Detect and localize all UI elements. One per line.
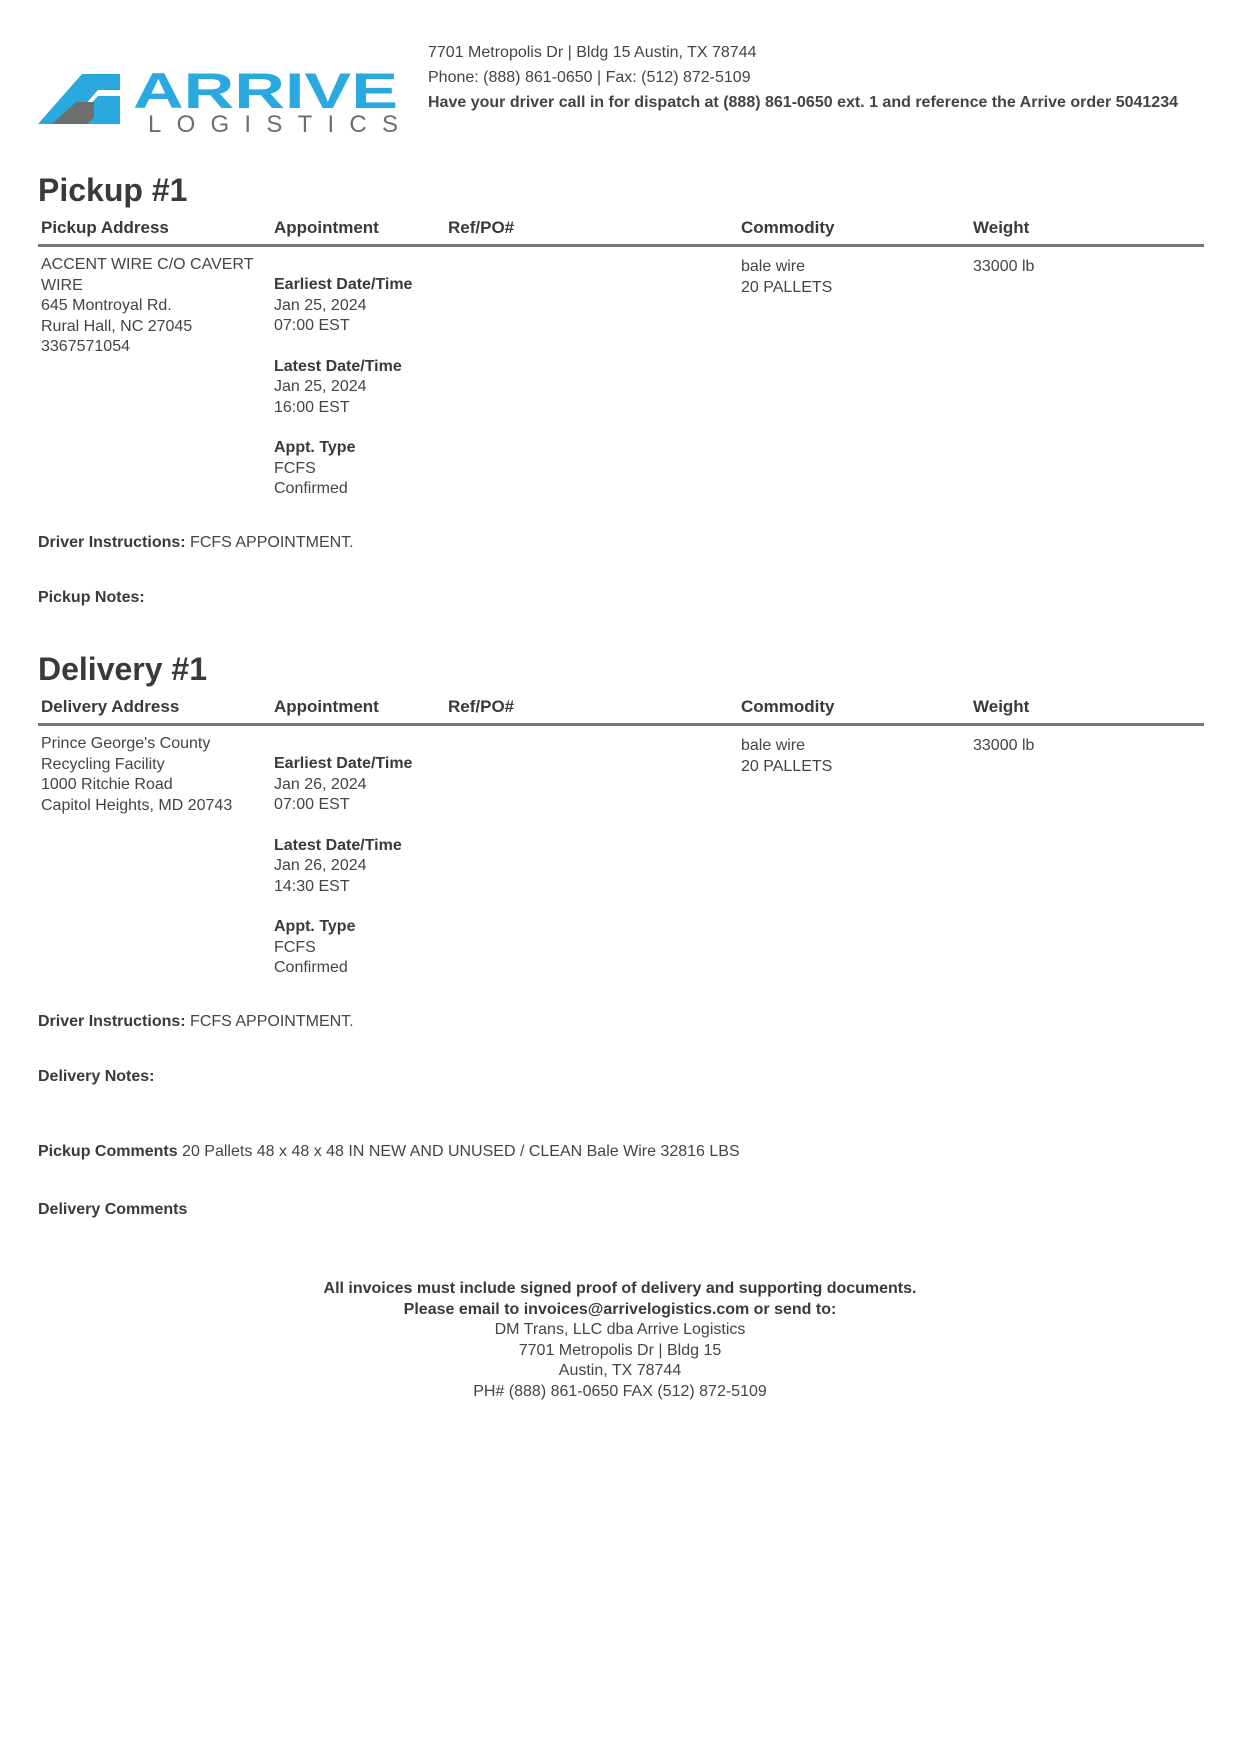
footer-street: 7701 Metropolis Dr | Bldg 15 — [518, 1341, 722, 1359]
invoice-footer — [0, 1279, 1240, 1402]
latest-date: Jan 26, 2024 — [274, 857, 367, 874]
col-weight: Weight — [973, 697, 1030, 716]
col-delivery-address: Delivery Address — [41, 697, 180, 716]
col-weight: Weight — [973, 218, 1030, 237]
latest-date: Jan 25, 2024 — [274, 378, 367, 395]
company-phone: Phone: (888) 861-0650 | Fax: (512) 872-5109 — [428, 69, 751, 86]
delivery-comments-label: Delivery Comments — [38, 1201, 188, 1218]
appt-status: Confirmed — [274, 959, 348, 976]
pickup-comments — [38, 1143, 740, 1161]
dispatch-instruction: Have your driver call in for dispatch at (888) 861-0650 ext. 1 and reference the Arrive order 5041234 — [428, 94, 1178, 111]
delivery-appointment — [274, 754, 434, 999]
pickup-notes-label: Pickup Notes: — [38, 589, 145, 606]
delivery-comments — [38, 1201, 187, 1219]
delivery-address-city: Capitol Heights, MD 20743 — [41, 796, 233, 814]
latest-label: Latest Date/Time — [274, 836, 402, 854]
pickup-table-header — [38, 218, 1204, 247]
delivery-table-header — [38, 697, 1204, 726]
pickup-address-city: Rural Hall, NC 27045 — [41, 317, 193, 335]
pickup-comments-text: 20 Pallets 48 x 48 x 48 IN NEW AND UNUSED / CLEAN Bale Wire 32816 LBS — [182, 1143, 740, 1160]
footer-city: Austin, TX 78744 — [558, 1362, 682, 1379]
svg-text:ARRIVE: ARRIVE — [133, 66, 398, 119]
pickup-appointment — [274, 275, 434, 520]
appt-type: FCFS — [274, 459, 316, 477]
footer-invoice-notice: All invoices must include signed proof of delivery and supporting documents. — [323, 1280, 917, 1297]
col-ref-po: Ref/PO# — [448, 697, 515, 716]
earliest-label: Earliest Date/Time — [274, 276, 413, 293]
appt-type: FCFS — [274, 938, 316, 956]
latest-time: 16:00 EST — [274, 398, 350, 416]
commodity-pallets: 20 PALLETS — [741, 757, 833, 775]
pickup-title: Pickup #1 — [38, 172, 188, 208]
pickup-driver-instructions — [38, 534, 354, 552]
driver-instructions-label: Driver Instructions: — [38, 534, 186, 551]
company-address: 7701 Metropolis Dr | Bldg 15 Austin, TX 78744 — [428, 44, 757, 61]
svg-text:LOGISTICS: LOGISTICS — [148, 111, 398, 136]
col-ref-po: Ref/PO# — [448, 218, 515, 237]
col-pickup-address: Pickup Address — [41, 218, 169, 237]
col-appointment: Appointment — [274, 697, 379, 716]
pickup-notes — [38, 589, 145, 607]
earliest-label: Earliest Date/Time — [274, 755, 413, 772]
pickup-weight: 33000 lb — [973, 258, 1035, 275]
pickup-address — [41, 255, 256, 358]
delivery-notes-label: Delivery Notes: — [38, 1068, 155, 1085]
delivery-title: Delivery #1 — [38, 651, 208, 687]
latest-time: 14:30 EST — [274, 877, 350, 895]
delivery-notes — [38, 1068, 155, 1086]
driver-instructions-text: FCFS APPOINTMENT. — [190, 1013, 354, 1030]
commodity-pallets: 20 PALLETS — [741, 278, 833, 296]
appt-type-label: Appt. Type — [274, 439, 356, 456]
pickup-address-name: ACCENT WIRE C/O CAVERT WIRE — [41, 256, 254, 294]
earliest-time: 07:00 EST — [274, 317, 350, 334]
col-appointment: Appointment — [274, 218, 379, 237]
pickup-address-street: 645 Montroyal Rd. — [41, 297, 172, 314]
latest-label: Latest Date/Time — [274, 357, 402, 375]
company-info — [428, 40, 1188, 115]
pickup-commodity — [741, 257, 951, 298]
pickup-address-phone: 3367571054 — [41, 338, 130, 355]
appt-status: Confirmed — [274, 480, 348, 497]
col-commodity: Commodity — [741, 697, 835, 716]
driver-instructions-label: Driver Instructions: — [38, 1013, 186, 1030]
arrive-logistics-logo — [38, 66, 408, 136]
commodity-name: bale wire — [741, 737, 806, 754]
footer-phone-fax: PH# (888) 861-0650 FAX (512) 872-5109 — [473, 1382, 767, 1400]
commodity-name: bale wire — [741, 258, 806, 275]
delivery-weight: 33000 lb — [973, 737, 1035, 754]
driver-instructions-text: FCFS APPOINTMENT. — [190, 534, 354, 551]
col-commodity: Commodity — [741, 218, 835, 237]
footer-email-instruction: Please email to invoices@arrivelogistics.com or send to: — [403, 1300, 837, 1318]
delivery-address — [41, 734, 256, 816]
delivery-driver-instructions — [38, 1013, 354, 1031]
delivery-commodity — [741, 736, 951, 777]
pickup-table — [38, 218, 1204, 497]
appt-type-label: Appt. Type — [274, 918, 356, 935]
footer-company: DM Trans, LLC dba Arrive Logistics — [494, 1321, 746, 1338]
delivery-table — [38, 697, 1204, 976]
pickup-comments-label: Pickup Comments — [38, 1143, 178, 1160]
delivery-address-name: Prince George's County Recycling Facility — [41, 735, 211, 773]
earliest-date: Jan 26, 2024 — [274, 775, 367, 793]
delivery-address-street: 1000 Ritchie Road — [41, 776, 173, 793]
earliest-date: Jan 25, 2024 — [274, 296, 367, 314]
earliest-time: 07:00 EST — [274, 796, 350, 813]
